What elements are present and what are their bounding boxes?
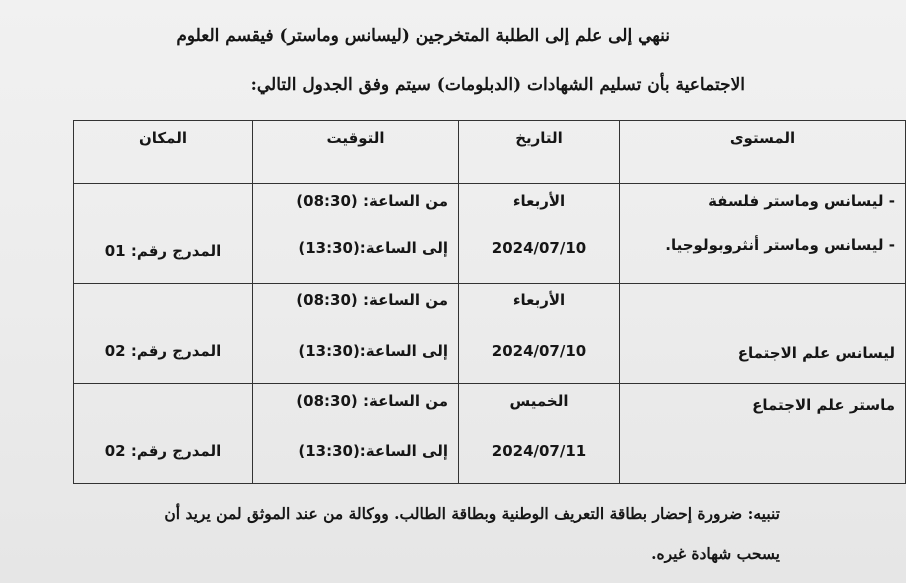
- cell-level: [620, 184, 906, 284]
- level-line: - ليسانس وماستر أنثروبولوجيا.: [665, 236, 895, 254]
- place-value: المدرج رقم: 02: [104, 342, 222, 360]
- note-line-2: يسحب شهادة غيره.: [651, 544, 780, 563]
- announcement-line-2: الاجتماعية بأن تسليم الشهادات (الدبلومات) سيتم وفق الجدول التالي:: [250, 75, 745, 95]
- cell-level: [620, 284, 906, 384]
- table-row: [74, 284, 906, 384]
- date-value: 2024/07/10: [491, 239, 587, 257]
- cell-date: [459, 284, 620, 384]
- day-label: الأربعاء: [512, 291, 566, 309]
- time-to: إلى الساعة:(13:30): [298, 239, 448, 257]
- cell-time: [253, 284, 459, 384]
- time-to: إلى الساعة:(13:30): [298, 442, 448, 460]
- time-from: من الساعة: (08:30): [296, 291, 448, 309]
- cell-place: [74, 284, 253, 384]
- cell-time: [253, 384, 459, 484]
- cell-date: [459, 184, 620, 284]
- cell-date: [459, 384, 620, 484]
- time-from: من الساعة: (08:30): [296, 392, 448, 410]
- level-line: ماستر علم الاجتماع: [752, 396, 895, 414]
- cell-place: [74, 184, 253, 284]
- table-header-row: [74, 121, 906, 184]
- time-to: إلى الساعة:(13:30): [298, 342, 448, 360]
- header-place: المكان: [74, 121, 253, 184]
- level-line: - ليسانس وماستر فلسفة: [708, 192, 895, 210]
- place-value: المدرج رقم: 01: [104, 242, 222, 260]
- place-value: المدرج رقم: 02: [104, 442, 222, 460]
- cell-time: [253, 184, 459, 284]
- header-level: المستوى: [620, 121, 906, 184]
- level-line: ليسانس علم الاجتماع: [737, 344, 895, 362]
- day-label: الخميس: [509, 392, 569, 410]
- announcement-line-1: ننهي إلى علم إلى الطلبة المتخرجين (ليسانس وماستر) فيقسم العلوم: [176, 26, 670, 46]
- schedule-table: [73, 120, 906, 484]
- header-date: التاريخ: [459, 121, 620, 184]
- date-value: 2024/07/10: [491, 342, 587, 360]
- note-paragraph: [100, 494, 780, 574]
- header-time: التوقيت: [253, 121, 459, 184]
- table-row: [74, 184, 906, 284]
- cell-place: [74, 384, 253, 484]
- day-label: الأربعاء: [512, 192, 566, 210]
- time-from: من الساعة: (08:30): [296, 192, 448, 210]
- note-line-1: تنبيه: ضرورة إحضار بطاقة التعريف الوطنية وبطاقة الطالب. ووكالة من عند الموثق لمن يريد أن: [164, 504, 780, 523]
- date-value: 2024/07/11: [491, 442, 587, 460]
- cell-level: [620, 384, 906, 484]
- table-row: [74, 384, 906, 484]
